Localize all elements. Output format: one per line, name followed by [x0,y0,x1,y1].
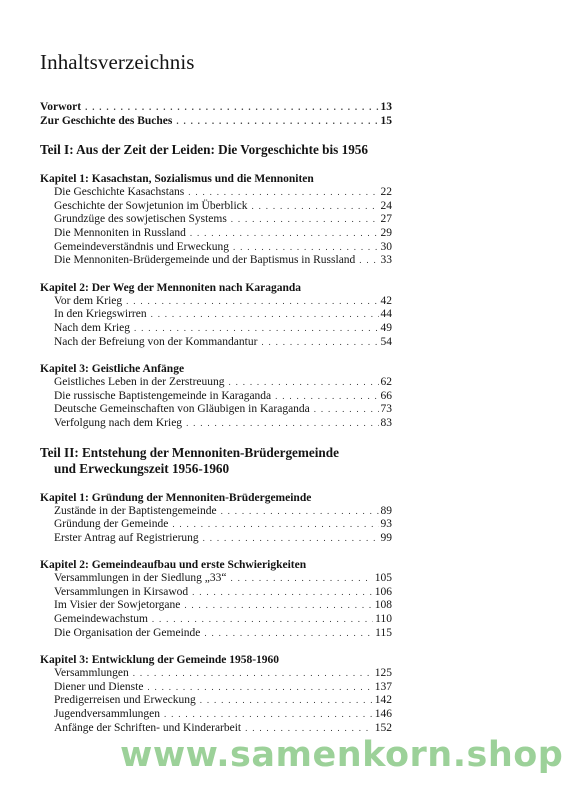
toc-entry-label: Erster Antrag auf Registrierung [54,531,199,544]
toc-entry-label: Versammlungen in Kirsawod [54,585,189,598]
leader-dots [230,572,372,586]
toc-entry-page: 99 [380,531,392,544]
toc-entry-label: Die Organisation der Gemeinde [54,626,201,639]
toc-entry[interactable] [40,227,392,241]
leader-dots [192,586,373,600]
toc-entry-page: 15 [380,114,392,127]
toc-entry[interactable] [40,681,392,695]
leader-dots [164,708,373,722]
toc-entry-page: 54 [380,335,392,348]
chapter-title[interactable]: Kapitel 1: Kasachstan, Sozialismus und die Mennoniten [40,173,314,186]
leader-dots [275,390,378,404]
leader-dots [133,667,373,681]
toc-entry-label: Zur Geschichte des Buches [40,114,173,127]
toc-entry-page: 110 [375,613,392,626]
toc-entry-label: Versammlungen [54,667,129,680]
toc-entry-page: 83 [380,416,392,429]
leader-dots [172,518,378,532]
toc-entry-page: 24 [380,199,392,212]
page-title: Inhaltsverzeichnis [40,50,195,74]
toc-entry-page: 13 [380,101,392,113]
toc-entry-label: Gründung der Gemeinde [54,518,169,531]
toc-entry-page: 125 [374,667,392,680]
toc-entry-label: Versammlungen in der Siedlung „33“ [54,572,227,585]
toc-entry[interactable] [40,572,392,586]
chapter-title[interactable]: Kapitel 3: Entwicklung der Gemeinde 1958-1960 [40,654,280,667]
toc-entry-vorwort[interactable] [40,101,392,115]
leader-dots [229,376,379,390]
toc-entry[interactable] [40,722,392,736]
toc-entry-label: Diener und Dienste [54,680,144,693]
toc-entry-label: Deutsche Gemeinschaften von Gläubigen in Karaganda [54,403,310,416]
toc-entry-label: Die Geschichte Kasachstans [54,186,185,199]
leader-dots [359,254,378,268]
toc-entry-page: 105 [374,572,392,585]
leader-dots [221,505,379,519]
toc-entry-label: Im Visier der Sowjetorgane [54,599,181,612]
toc-entry-page: 137 [374,680,392,693]
toc-entry-label: Grundzüge des sowjetischen Systems [54,213,227,226]
toc-entry[interactable] [40,613,392,627]
toc-entry-label: Vor dem Krieg [54,294,123,307]
leader-dots [200,694,373,708]
leader-dots [188,186,378,200]
toc-entry-page: 62 [380,376,392,389]
toc-entry-page: 93 [380,518,392,531]
chapter-section [40,653,392,735]
toc-entry[interactable] [40,708,392,722]
part-heading-line1: Teil I: Aus der Zeit der Leiden: Die Vorgeschichte bis 1956 [40,142,368,158]
toc-entry[interactable] [40,532,392,546]
toc-entry-page: 115 [375,626,392,639]
toc-entry-page: 146 [374,708,392,721]
part-heading-line1: Teil II: Entstehung der Mennoniten-Brüdergemeinde [40,444,339,460]
leader-dots [204,627,373,641]
leader-dots [152,613,373,627]
toc-entry[interactable] [40,295,392,309]
toc-entry-label: Predigerreisen und Erweckung [54,694,196,707]
toc-entry[interactable] [40,403,392,417]
toc-entry-page: 142 [374,694,392,707]
toc-entry-page: 29 [380,226,392,239]
toc-entry[interactable] [40,336,392,350]
leader-dots [126,295,378,309]
leader-dots [314,403,379,417]
toc-entry-page: 33 [380,254,392,267]
toc-entry-page: 42 [380,294,392,307]
leader-dots [231,213,379,227]
toc-entry-label: Nach dem Krieg [54,321,130,334]
part-heading [40,445,392,477]
toc-entry-page: 27 [380,213,392,226]
toc-entry-label: Die Mennoniten in Russland [54,226,186,239]
toc-entry-page: 106 [374,585,392,598]
leader-dots [190,227,379,241]
toc-entry-label: Vorwort [40,101,82,113]
toc-entry-label: Gemeindewachstum [54,613,148,626]
toc-entry-label: In den Kriegswirren [54,308,147,321]
chapter-section [40,362,392,430]
toc-entry[interactable] [40,627,392,641]
toc-entry[interactable] [40,254,392,268]
toc-entry-label: Die Mennoniten-Brüdergemeinde und der Baptismus in Russland [54,254,356,267]
toc-entry[interactable] [40,599,392,613]
toc-entry[interactable] [40,417,392,431]
toc-entry-label: Jugendversammlungen [54,708,161,721]
chapter-section [40,281,392,349]
leader-dots [261,336,378,350]
toc-entry-label: Zustände in der Baptistengemeinde [54,504,217,517]
part-heading [40,142,392,158]
toc-entry-page: 44 [380,308,392,321]
toc-entry[interactable] [40,505,392,519]
leader-dots [252,200,379,214]
leader-dots [203,532,379,546]
leader-dots [147,681,372,695]
toc-entry[interactable] [40,241,392,255]
toc-entry-page: 22 [380,186,392,199]
toc-entry-label: Verfolgung nach dem Krieg [54,416,183,429]
toc-entry[interactable] [40,308,392,322]
toc-entry[interactable] [40,376,392,390]
toc-entry-page: 66 [380,389,392,402]
toc-entry-page: 108 [374,599,392,612]
toc-entry-page: 30 [380,240,392,253]
toc-entry[interactable] [40,586,392,600]
toc-entry-page: 73 [380,403,392,416]
toc-entry[interactable] [40,322,392,336]
toc-entry-label: Geschichte der Sowjetunion im Überblick [54,199,248,212]
toc-entry[interactable] [40,694,392,708]
leader-dots [176,115,378,129]
toc-entry-page: 89 [380,504,392,517]
leader-dots [184,599,372,613]
chapter-title[interactable]: Kapitel 2: Der Weg der Mennoniten nach Karaganda [40,281,301,294]
toc-entry-label: Anfänge der Schriften- und Kinderarbeit [54,721,242,734]
chapter-section [40,172,392,268]
chapter-section [40,491,392,546]
toc-entry[interactable] [40,667,392,681]
chapter-section [40,558,392,640]
leader-dots [151,308,379,322]
toc-entry[interactable] [40,518,392,532]
toc-entry-label: Nach der Befreiung von der Kommandantur [54,335,258,348]
toc-parts [40,142,392,735]
leader-dots [245,722,373,736]
toc-entry-label: Die russische Baptistengemeinde in Karaganda [54,389,272,402]
toc-entry[interactable] [40,200,392,214]
part-heading-line2: und Erweckungszeit 1956-1960 [54,460,230,476]
leader-dots [186,417,378,431]
table-of-contents [40,101,392,748]
toc-entry-label: Geistliches Leben in der Zerstreuung [54,376,225,389]
chapter-title[interactable]: Kapitel 2: Gemeindeaufbau und erste Schwierigkeiten [40,559,307,572]
toc-entry[interactable] [40,186,392,200]
toc-entry[interactable] [40,390,392,404]
toc-entry-page: 49 [380,321,392,334]
toc-entry-page: 152 [374,721,392,734]
chapter-title[interactable]: Kapitel 1: Gründung der Mennoniten-Brüdergemeinde [40,491,312,504]
chapter-title[interactable]: Kapitel 3: Geistliche Anfänge [40,363,185,376]
leader-dots [134,322,379,336]
toc-entry-label: Gemeindeverständnis und Erweckung [54,240,230,253]
leader-dots [85,101,378,115]
watermark: www.samenkorn.shop [120,735,564,775]
toc-entry-geschichte-des-buches[interactable] [40,115,392,129]
toc-entry[interactable] [40,213,392,227]
leader-dots [233,241,378,255]
